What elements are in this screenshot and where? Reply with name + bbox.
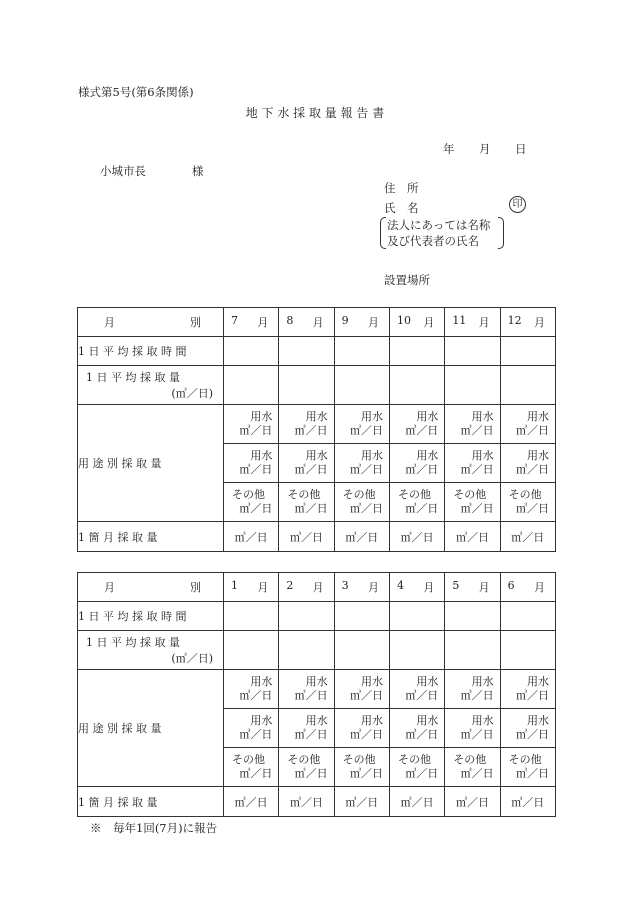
monthly-volume-cell — [445, 787, 500, 817]
month-header-row — [78, 573, 556, 602]
usage-cell — [445, 405, 500, 444]
usage-cell — [279, 670, 334, 709]
usage-cell — [224, 405, 279, 444]
usage-cell — [334, 709, 389, 748]
avg-volume-cell — [500, 366, 555, 405]
report-table-jul-dec — [77, 307, 556, 552]
month-header-right: 別 — [190, 581, 201, 594]
unit-per-day: ㎥／日 — [515, 502, 549, 515]
avg-volume-unit: (㎥／日) — [171, 652, 213, 665]
unit-per-day: ㎥／日 — [515, 728, 549, 741]
avg-hours-cell — [445, 602, 500, 631]
usage-cell — [279, 483, 334, 522]
left-bracket — [380, 217, 386, 249]
usage-cell — [500, 748, 555, 787]
avg-volume-cell — [224, 631, 279, 670]
other-use-label: その他 — [287, 753, 321, 766]
usage-cell — [279, 709, 334, 748]
usage-cell — [389, 483, 444, 522]
month-suffix: 月 — [423, 316, 435, 329]
unit-per-day: ㎥／日 — [294, 689, 328, 702]
month-suffix: 月 — [257, 316, 269, 329]
month-header-cell — [334, 573, 389, 602]
usage-cell — [500, 670, 555, 709]
usage-row — [78, 405, 556, 444]
usage-cell — [224, 444, 279, 483]
avg-volume-cell — [500, 631, 555, 670]
month-number: 8 — [286, 314, 294, 327]
unit-per-day: ㎥／日 — [515, 689, 549, 702]
usage-cell — [445, 483, 500, 522]
month-header-cell — [224, 308, 279, 337]
unit-per-day: ㎥／日 — [345, 795, 379, 809]
unit-per-day: ㎥／日 — [349, 689, 383, 702]
unit-per-day: ㎥／日 — [239, 728, 273, 741]
other-use-label: その他 — [232, 753, 265, 766]
month-header-cell — [389, 573, 444, 602]
avg-volume-cell — [389, 631, 444, 670]
unit-per-day: ㎥／日 — [405, 463, 439, 476]
avg-volume-cell — [334, 631, 389, 670]
water-use-label: 用水 — [360, 449, 383, 462]
avg-hours-cell — [334, 602, 389, 631]
water-use-label: 用水 — [471, 449, 494, 462]
avg-volume-cell — [389, 366, 444, 405]
monthly-volume-cell — [500, 787, 555, 817]
month-suffix: 月 — [478, 581, 490, 594]
avg-volume-unit: (㎥／日) — [171, 387, 213, 400]
usage-cell — [279, 405, 334, 444]
unit-per-day: ㎥／日 — [400, 530, 434, 544]
avg-volume-label — [78, 631, 224, 670]
avg-volume-label-line1: 1 日 平 均 採 取 量 — [86, 371, 180, 384]
unit-per-day: ㎥／日 — [239, 767, 273, 780]
corporation-note — [380, 216, 504, 250]
avg-volume-cell — [445, 366, 500, 405]
usage-cell — [445, 748, 500, 787]
avg-hours-row — [78, 337, 556, 366]
other-use-label: その他 — [453, 753, 487, 766]
usage-cell — [389, 670, 444, 709]
month-number: 3 — [341, 579, 349, 592]
avg-volume-cell — [279, 366, 334, 405]
avg-hours-cell — [334, 337, 389, 366]
monthly-volume-cell — [334, 787, 389, 817]
avg-volume-row — [78, 366, 556, 405]
usage-cell — [445, 444, 500, 483]
avg-hours-label: 1 日 平 均 採 取 時 間 — [78, 602, 224, 631]
unit-per-day: ㎥／日 — [239, 424, 273, 437]
usage-volume-label: 用 途 別 採 取 量 — [78, 670, 224, 787]
month-header-cell — [224, 573, 279, 602]
unit-per-day: ㎥／日 — [405, 424, 439, 437]
usage-cell — [334, 405, 389, 444]
water-use-label: 用水 — [526, 714, 549, 727]
usage-cell — [334, 748, 389, 787]
water-use-label: 用水 — [250, 449, 273, 462]
other-use-label: その他 — [508, 488, 542, 501]
avg-volume-cell — [445, 631, 500, 670]
monthly-volume-row — [78, 522, 556, 552]
usage-row — [78, 670, 556, 709]
unit-per-day: ㎥／日 — [294, 502, 328, 515]
month-header-label — [78, 308, 224, 337]
monthly-volume-cell — [334, 522, 389, 552]
usage-cell — [224, 670, 279, 709]
other-use-label: その他 — [287, 488, 321, 501]
month-header-row — [78, 308, 556, 337]
month-suffix: 月 — [312, 581, 324, 594]
avg-hours-cell — [279, 337, 334, 366]
water-use-label: 用水 — [305, 714, 328, 727]
month-suffix: 月 — [478, 316, 490, 329]
avg-hours-cell — [445, 337, 500, 366]
unit-per-day: ㎥／日 — [515, 463, 549, 476]
water-use-label: 用水 — [250, 675, 273, 688]
usage-cell — [389, 405, 444, 444]
avg-hours-cell — [389, 337, 444, 366]
water-use-label: 用水 — [305, 675, 328, 688]
water-use-label: 用水 — [471, 675, 494, 688]
usage-cell — [224, 483, 279, 522]
monthly-volume-cell — [500, 522, 555, 552]
unit-per-day: ㎥／日 — [511, 795, 545, 809]
unit-per-day: ㎥／日 — [405, 767, 439, 780]
water-use-label: 用水 — [250, 410, 273, 423]
water-use-label: 用水 — [305, 449, 328, 462]
unit-per-day: ㎥／日 — [294, 424, 328, 437]
other-use-label: その他 — [342, 488, 376, 501]
water-use-label: 用水 — [360, 410, 383, 423]
other-use-label: その他 — [232, 488, 265, 501]
unit-per-day: ㎥／日 — [349, 502, 383, 515]
unit-per-day: ㎥／日 — [511, 530, 545, 544]
month-number: 1 — [231, 579, 238, 592]
avg-hours-cell — [224, 602, 279, 631]
avg-volume-row — [78, 631, 556, 670]
month-header-cell — [279, 573, 334, 602]
usage-cell — [500, 405, 555, 444]
monthly-volume-cell — [389, 522, 444, 552]
unit-per-day: ㎥／日 — [349, 767, 383, 780]
usage-cell — [279, 748, 334, 787]
unit-per-day: ㎥／日 — [349, 424, 383, 437]
month-header-cell — [500, 308, 555, 337]
report-table-jan-jun — [77, 572, 556, 817]
usage-cell — [279, 444, 334, 483]
unit-per-day: ㎥／日 — [349, 463, 383, 476]
unit-per-day: ㎥／日 — [405, 728, 439, 741]
unit-per-day: ㎥／日 — [349, 728, 383, 741]
date-line — [443, 141, 527, 157]
month-suffix: 月 — [367, 581, 379, 594]
address-label: 住 所 — [384, 181, 419, 195]
avg-hours-label: 1 日 平 均 採 取 時 間 — [78, 337, 224, 366]
water-use-label: 用水 — [526, 410, 549, 423]
monthly-volume-cell — [445, 522, 500, 552]
unit-per-day: ㎥／日 — [234, 530, 268, 544]
month-number: 4 — [396, 579, 404, 592]
unit-per-day: ㎥／日 — [455, 530, 489, 544]
usage-cell — [334, 670, 389, 709]
other-use-label: その他 — [508, 753, 542, 766]
date-month: 月 — [479, 142, 491, 156]
usage-cell — [224, 748, 279, 787]
avg-hours-cell — [500, 337, 555, 366]
usage-cell — [224, 709, 279, 748]
water-use-label: 用水 — [360, 714, 383, 727]
avg-volume-cell — [224, 366, 279, 405]
monthly-volume-cell — [389, 787, 444, 817]
unit-per-day: ㎥／日 — [405, 502, 439, 515]
avg-hours-cell — [224, 337, 279, 366]
unit-per-day: ㎥／日 — [460, 728, 494, 741]
usage-cell — [500, 483, 555, 522]
month-header-cell — [334, 308, 389, 337]
usage-cell — [389, 748, 444, 787]
water-use-label: 用水 — [360, 675, 383, 688]
month-header-cell — [279, 308, 334, 337]
month-number: 7 — [231, 314, 238, 327]
corporation-note-line1: 法人にあっては名称 — [387, 218, 491, 232]
water-use-label: 用水 — [416, 714, 439, 727]
usage-cell — [500, 709, 555, 748]
month-number: 9 — [341, 314, 349, 327]
unit-per-day: ㎥／日 — [294, 463, 328, 476]
usage-cell — [445, 709, 500, 748]
month-header-right: 別 — [190, 316, 201, 329]
usage-cell — [445, 670, 500, 709]
water-use-label: 用水 — [471, 714, 494, 727]
month-number: 12 — [507, 314, 522, 327]
other-use-label: その他 — [342, 753, 376, 766]
date-day: 日 — [515, 142, 527, 156]
water-use-label: 用水 — [305, 410, 328, 423]
avg-hours-row — [78, 602, 556, 631]
usage-volume-label: 用 途 別 採 取 量 — [78, 405, 224, 522]
unit-per-day: ㎥／日 — [239, 502, 273, 515]
unit-per-day: ㎥／日 — [515, 424, 549, 437]
month-header-cell — [445, 308, 500, 337]
month-header-left: 月 — [104, 581, 115, 594]
date-year: 年 — [443, 142, 455, 156]
month-suffix: 月 — [312, 316, 324, 329]
unit-per-day: ㎥／日 — [400, 795, 434, 809]
unit-per-day: ㎥／日 — [460, 463, 494, 476]
unit-per-day: ㎥／日 — [460, 767, 494, 780]
addressee: 小城市長 様 — [100, 164, 204, 178]
monthly-volume-cell — [279, 787, 334, 817]
unit-per-day: ㎥／日 — [234, 795, 268, 809]
monthly-volume-cell — [224, 522, 279, 552]
monthly-volume-cell — [224, 787, 279, 817]
unit-per-day: ㎥／日 — [405, 689, 439, 702]
month-suffix: 月 — [533, 581, 545, 594]
month-number: 2 — [286, 579, 294, 592]
water-use-label: 用水 — [416, 410, 439, 423]
monthly-volume-label: 1 箇 月 採 取 量 — [78, 787, 224, 817]
water-use-label: 用水 — [471, 410, 494, 423]
unit-per-day: ㎥／日 — [294, 767, 328, 780]
avg-volume-label-line1: 1 日 平 均 採 取 量 — [86, 636, 180, 649]
month-number: 5 — [452, 579, 460, 592]
month-suffix: 月 — [257, 581, 269, 594]
footnote: ※ 毎年1回(7月)に報告 — [90, 821, 218, 835]
unit-per-day: ㎥／日 — [460, 424, 494, 437]
unit-per-day: ㎥／日 — [460, 689, 494, 702]
unit-per-day: ㎥／日 — [294, 728, 328, 741]
monthly-volume-label: 1 箇 月 採 取 量 — [78, 522, 224, 552]
unit-per-day: ㎥／日 — [289, 530, 323, 544]
monthly-volume-cell — [279, 522, 334, 552]
water-use-label: 用水 — [416, 675, 439, 688]
month-number: 11 — [452, 314, 467, 327]
other-use-label: その他 — [397, 753, 431, 766]
installation-site-label: 設置場所 — [384, 273, 430, 287]
month-header-cell — [445, 573, 500, 602]
usage-cell — [334, 483, 389, 522]
corporation-note-line2: 及び代表者の氏名 — [387, 234, 479, 248]
unit-per-day: ㎥／日 — [345, 530, 379, 544]
avg-volume-cell — [334, 366, 389, 405]
avg-volume-label — [78, 366, 224, 405]
unit-per-day: ㎥／日 — [289, 795, 323, 809]
avg-hours-cell — [500, 602, 555, 631]
unit-per-day: ㎥／日 — [515, 767, 549, 780]
month-header-cell — [500, 573, 555, 602]
water-use-label: 用水 — [416, 449, 439, 462]
document-title: 地 下 水 採 取 量 報 告 書 — [245, 106, 385, 120]
avg-volume-cell — [279, 631, 334, 670]
usage-cell — [389, 709, 444, 748]
unit-per-day: ㎥／日 — [455, 795, 489, 809]
avg-hours-cell — [279, 602, 334, 631]
usage-cell — [389, 444, 444, 483]
right-bracket — [498, 217, 504, 249]
month-header-label — [78, 573, 224, 602]
usage-cell — [500, 444, 555, 483]
water-use-label: 用水 — [526, 675, 549, 688]
other-use-label: その他 — [397, 488, 431, 501]
water-use-label: 用水 — [250, 714, 273, 727]
month-number: 10 — [396, 314, 411, 327]
name-label: 氏 名 — [384, 201, 419, 215]
month-header-left: 月 — [104, 316, 115, 329]
unit-per-day: ㎥／日 — [239, 689, 273, 702]
month-number: 6 — [507, 579, 515, 592]
unit-per-day: ㎥／日 — [239, 463, 273, 476]
month-suffix: 月 — [367, 316, 379, 329]
avg-hours-cell — [389, 602, 444, 631]
month-suffix: 月 — [423, 581, 435, 594]
monthly-volume-row — [78, 787, 556, 817]
water-use-label: 用水 — [526, 449, 549, 462]
form-number: 様式第5号(第6条関係) — [78, 85, 194, 99]
other-use-label: その他 — [453, 488, 487, 501]
month-suffix: 月 — [533, 316, 545, 329]
usage-cell — [334, 444, 389, 483]
month-header-cell — [389, 308, 444, 337]
seal-mark: 印 — [509, 196, 526, 213]
unit-per-day: ㎥／日 — [460, 502, 494, 515]
